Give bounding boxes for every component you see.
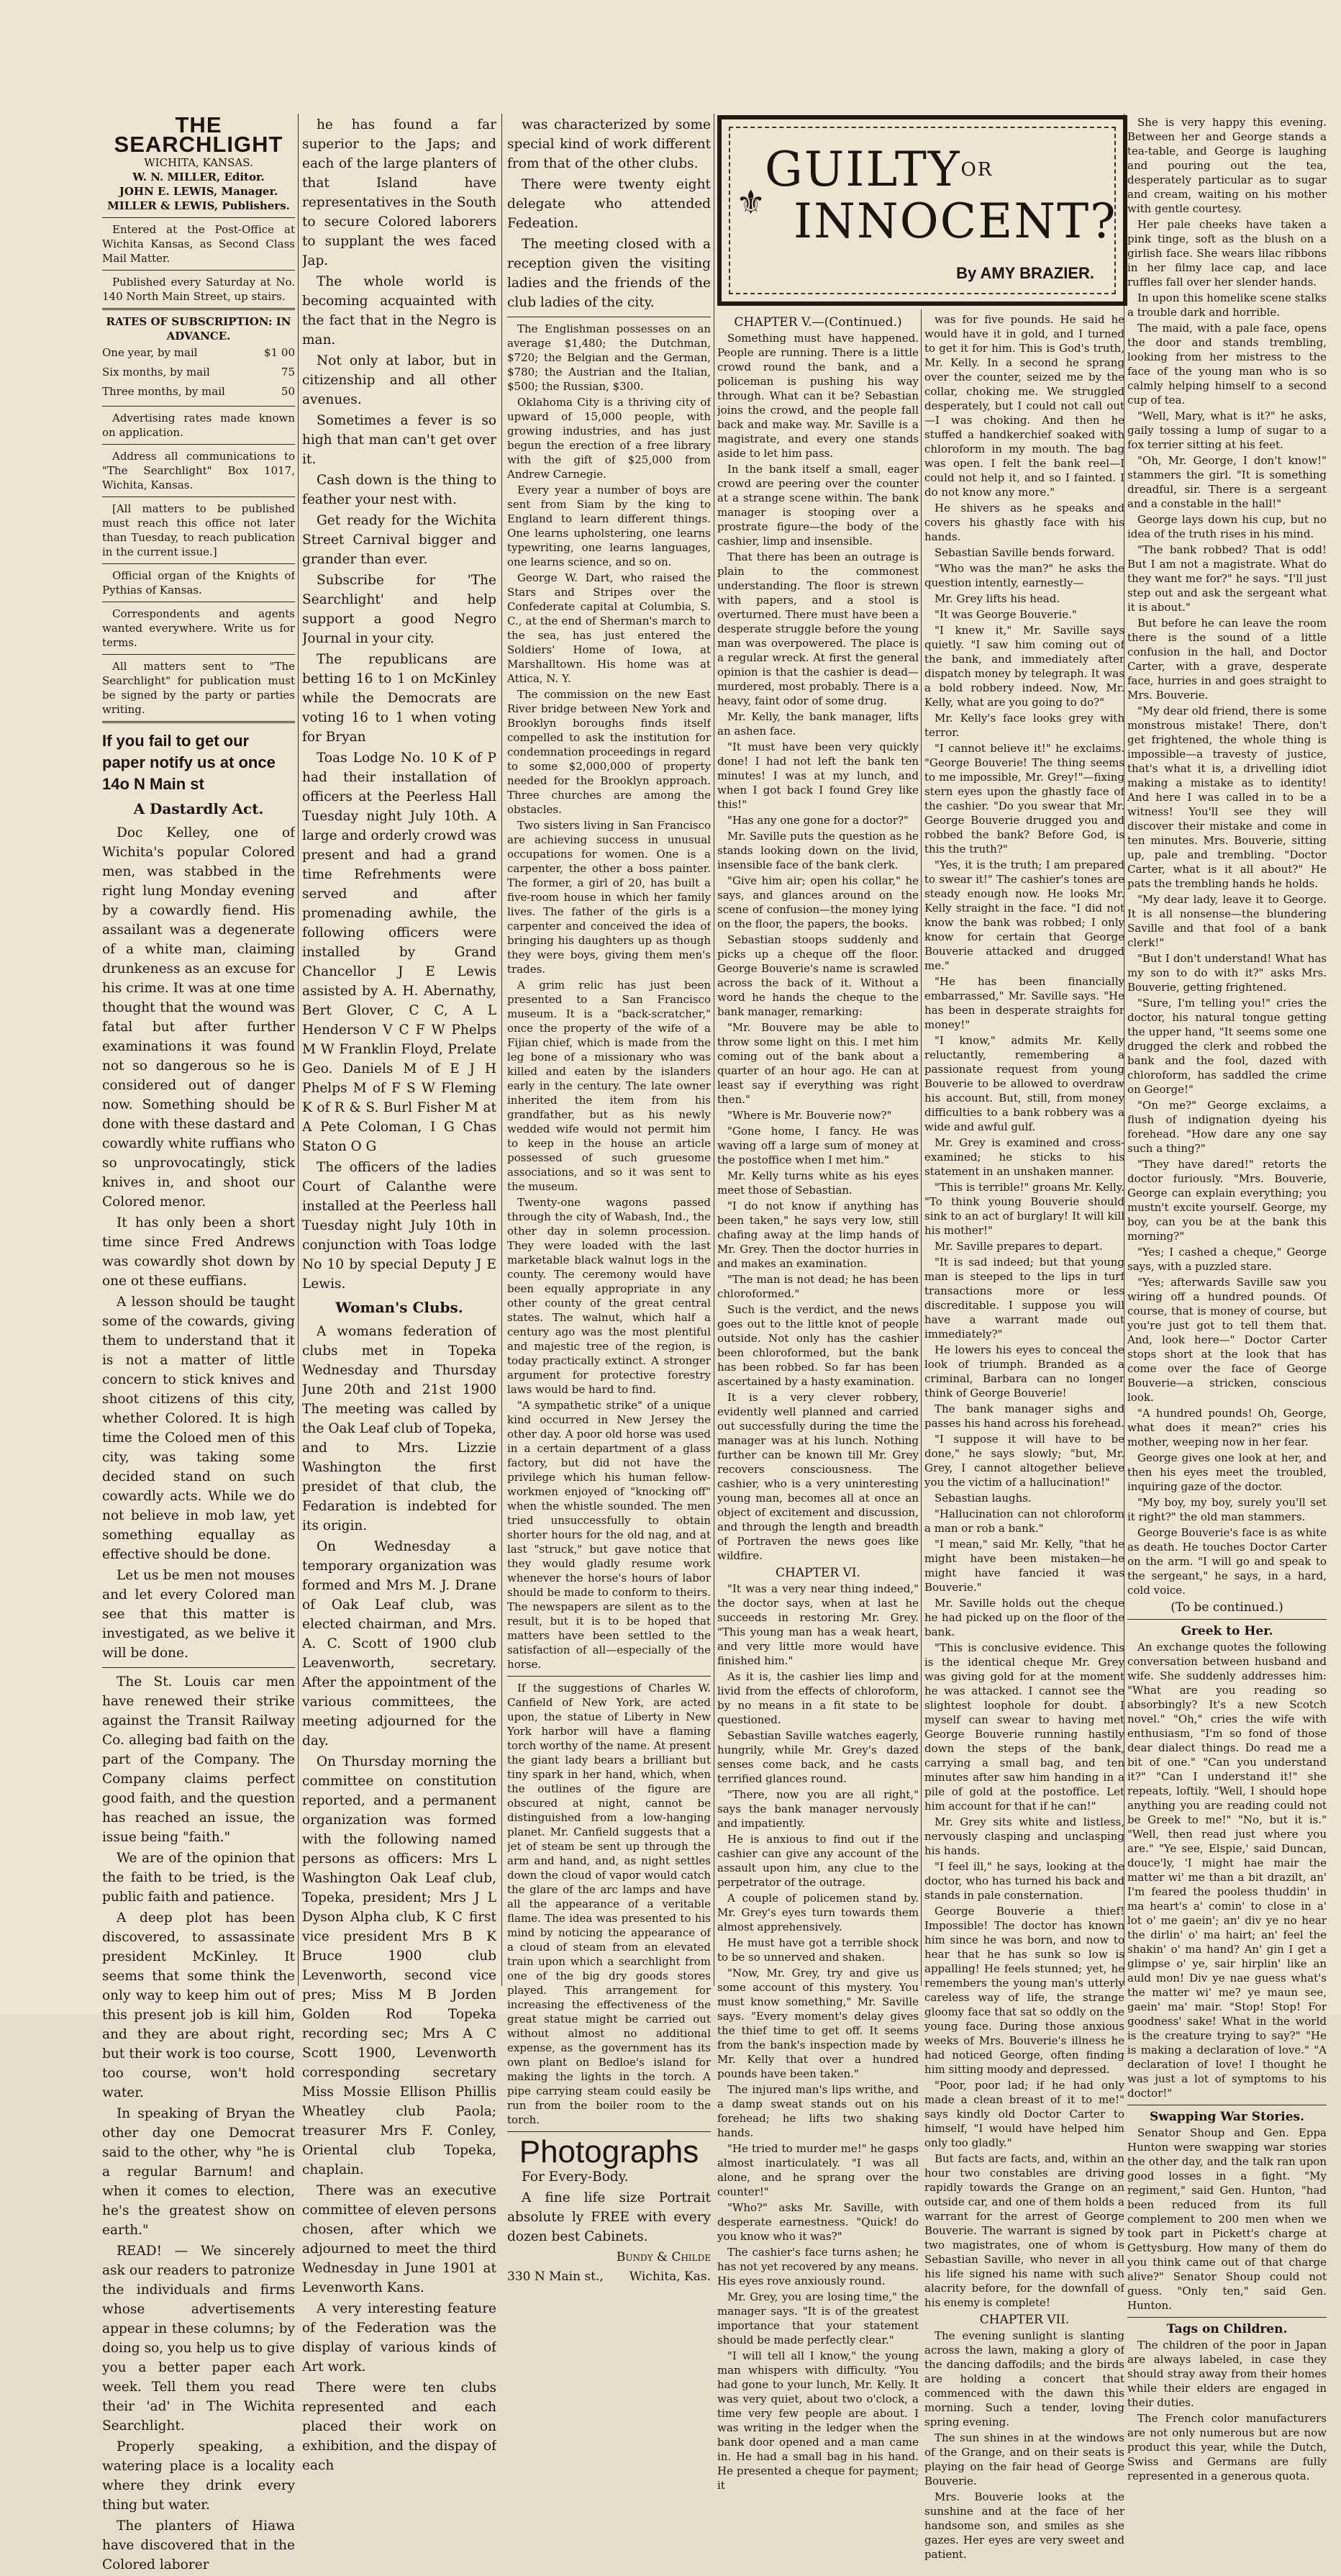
column-1 xyxy=(102,115,295,2576)
text-block: All matters sent to "The Searchlight" for publication must be signed by the party or parties writing. xyxy=(102,660,295,716)
brief: A grim relic has just been presented to a San Francisco museum. It is a "back-scratcher," once the property of the wife of a Fijian chief, which is made from the leg bone of a missionary who was killed and eaten by the islanders early in the century. The late owner inherited the item from his grandfather, but as his newly wedded wife would not permit him to keep in the house an article possessed of such gruesome associations, and so it was sent to the museum. xyxy=(507,979,711,1193)
brief: Oklahoma City is a thriving city of upward of 15,000 people, with growing industries, and has just begun the erection of a free library with the gift of $25,000 from Andrew Carnegie. xyxy=(507,396,711,481)
column-3 xyxy=(507,115,711,2287)
text-block: Sebastian Saville watches eagerly, hungrily, while Mr. Grey's dazed senses come back, and he casts terrified glances round. xyxy=(717,1729,919,1785)
brief: George W. Dart, who raised the Stars and Stripes over the Confederate capital at Columbia, S. C., at the end of Sherman's march to the sea, has just entered the Soldiers' Home of Iowa, at Marshalltown. His home was at Attica, N. Y. xyxy=(507,571,711,685)
text-block: He lowers his eyes to conceal the look of triumph. Branded as a criminal, Barbara can no longer think of George Bouverie! xyxy=(924,1343,1124,1400)
text-block: George lays down his cup, but no idea of the truth rises in his mind. xyxy=(1127,513,1327,540)
text-block: Bundy & Childe xyxy=(616,2250,711,2264)
headline-dastardly-act: A Dastardly Act. xyxy=(133,800,264,817)
text-block: Senator Shoup and Gen. Eppa Hunton were swapping war stories the other day, and the talk ran upon good losses in a fight. "My regiment," said Gen. Hunton, "had been reduced from its full complement to 200 men when we took part in Pickett's charge at Gettysburg. How many of them do you think came out of that charge alive?" Senator Shoup could not guess. "Only ten," said Gen. Hunton. xyxy=(1127,2126,1327,2312)
text-block: "My boy, my boy, surely you'll set it right?" the old man stammers. xyxy=(1127,1496,1327,1523)
ad-photographs-title: Photographs xyxy=(519,2134,699,2169)
text-block: "I will tell all I know," the young man whispers with difficulty. "You had gone to your lunch, Mr. Kelly. It was very quiet, about two o'clock, a time very few people are about. I was writing in the ledger when the bank door opened and a man came in. He had a small bag in his hand. He presented a cheque for payment; it xyxy=(717,2349,919,2492)
text-block: Three months, by mail xyxy=(102,385,225,398)
text-block: An exchange quotes the following conversation between husband and wife. She suddenly addresses him: "What are you reading so absorbingly? It's a new Scotch novel." "Oh," cries the wife with enthusiasm, "I'm so fond of those dear dialect things. Do read me a bit of one." "Can you understand it?" "Can I understand it!" she repeats, loftily. "Well, I should hope anything you are reading could not be Greek to me!" "No, but it is." "Well, then read just where you are." "Ye see, Elspie,' said Duncan, douce'ly, 'I might hae mair the matter wi' me than a bit drazilt, an' I'm feared the pooless thuddin' in ma heart's a' comin' to close in a' lot o' me gaein'; an' div ye no hear the dirlin' o' ma hairt; an' feel the shakin' o' ma hand? An' gin I get a glimpse o' ye, sair hirplin' like an auld mon! Div ye nae guess what's the matter wi' me? ye maun see, gaein' ma' mair. "Stop! Stop! For goodness' sake! What in the world is the creature trying to say?" "He is making a declaration of love." "A declaration of love! I thought he was just a lot of symptoms to his doctor!" xyxy=(1127,1641,1327,2100)
paragraph: The republicans are betting 16 to 1 on McKinley while the Democrats are voting 16 to 1 when voting for Bryan xyxy=(302,652,496,745)
text-block: She is very happy this evening. Between her and George stands a tea-table, and George is laughing and pouring out the tea, desperately particular as to sugar and cream, waiting on his mother with gentle courtesy. xyxy=(1127,116,1327,215)
subscriber-notice: If you fail to get our paper notify us at once 14o N Main st xyxy=(102,732,276,793)
text-block: "I do not know if anything has been taken," he says very low, still chafing away at the limp hands of Mr. Grey. Then the doctor hurries in and makes an examination. xyxy=(717,1199,919,1270)
text-block: George gives one look at her, and then his eyes meet the troubled, inquiring gaze of the doctor. xyxy=(1127,1451,1327,1493)
paragraph: On Thursday morning the committee on constitution reported, and a permanent organization was formed with the following named persons as officers: Mrs L Washington Oak Leaf club, Topeka, president; Mrs J L Dyson Alpha club, K C first vice president Mrs B K Bruce 1900 club Levenworth, second vice pres; Miss M B Jorden Golden Rod Topeka recording sec; Mrs A C Scott 1900, Levenworth corresponding secretary Miss Mossie Ellison Phillis Wheatley club Paola; treasurer Mrs F. Conley, Oriental club Topeka, chaplain. xyxy=(302,1754,496,2177)
text-block: "Hallucination can not chloroform a man or rob a bank." xyxy=(924,1507,1124,1535)
text-block: Correspondents and agents wanted everywhere. Write us for terms. xyxy=(102,607,295,649)
paragraph: On Wednesday a temporary organization was formed and Mrs M. J. Drane of Oak Leaf club, was elected chairman, and Mrs. A. C. Scott of 1900 club Leavenworth, secretary. After the appointment of the various committees, the meeting adjourned for the day. xyxy=(302,1539,496,1749)
text-block: "My dear lady, leave it to George. It is all nonsense—the blundering Saville and that fool of a bank clerk!" xyxy=(1127,893,1327,949)
paragraph: There were twenty eight delegate who attended Fedeation. xyxy=(507,177,711,231)
text-block: Six months, by mail xyxy=(102,366,210,378)
paragraph: The St. Louis car men have renewed their strike against the Transit Railway Co. alleging bad faith on the part of the Company. The Company claims perfect good faith, and the question has reached an issue, the issue being "faith." xyxy=(102,1674,295,1845)
text-block: $1 00 xyxy=(264,346,295,359)
column-rule xyxy=(501,114,502,1986)
paragraph: A lesson should be taught some of the cowards, giving them to understand that it is not a matter of little concern to stick knives and shoot citizens of this city, whether Colored. It is high time the Coloed men of this city, was taking some decided stand on such cowardly acts. While we do not believe in mob law, yet something equallay as effective should be done. xyxy=(102,1294,295,1562)
text-block: Sebastian stoops suddenly and picks up a cheque off the floor. George Bouverie's name is scrawled across the back of it. Without a word he hands the cheque to the bank manager, remarking: xyxy=(717,933,919,1018)
ad-subtitle: For Every-Body. xyxy=(522,2169,629,2185)
masthead-entered: Entered at the Post-Office at Wichita Kansas, as Second Class Mail Matter. xyxy=(102,223,295,265)
headline-greek: Greek to Her. xyxy=(1181,1624,1273,1638)
text-block: Mr. Grey sits white and listless, nervously clasping and unclasping his hands. xyxy=(924,1815,1124,1857)
ad-signature xyxy=(507,2248,711,2267)
text-block: The injured man's lips writhe, and a damp sweat stands out on his forehead; he lifts two shaking hands. xyxy=(717,2083,919,2139)
paragraph: Doc Kelley, one of Wichita's popular Colored men, was stabbed in the right lung Monday evening by a cowardly fiend. His assailant was a degenerate of a white man, claiming drunkeness as an excuse for his crime. It was at one time thought that the wound was fatal but after further examinations it was found not so dangerous so he is considered out of danger now. Something should be done with these dastard and cowardly white ruffians who so unprovocatingly, stick knives in, and shoot our Colored menor. xyxy=(102,825,295,1210)
text-block: "Yes; I cashed a cheque," George says, with a puzzled stare. xyxy=(1127,1246,1327,1273)
text-block: "There, now you are all right," says the bank manager nervously and impatiently. xyxy=(717,1788,919,1830)
text-block: As it is, the cashier lies limp and livid from the effects of chloroform, by no means in a fit state to be questioned. xyxy=(717,1670,919,1726)
column-4 xyxy=(717,312,919,2494)
text-block: INNOCENT? xyxy=(794,194,1117,249)
text-block: That there has been an outrage is plain to the commonest understanding. The floor is strewn with papers, and a stool is overturned. There must have been a desperate struggle before the young man was overpowered. The place is a regular wreck. At first the general opinion is that the cashier is dead—murdered, most probably. There is a heavy, faint odor of some drug. xyxy=(717,550,919,707)
text-block: 50 xyxy=(281,385,295,398)
text-block: "Oh, Mr. George, I don't know!" stammers the girl. "It is something dreadful, sir. There is a sergeant and a constable in the hall!" xyxy=(1127,454,1327,510)
rate-row xyxy=(102,363,295,382)
paragraph: Toas Lodge No. 10 K of P had their installation of officers at the Peerless Hall Tuesday night July 10th. A large and orderly crowd was present and had a grand time Refrehments were served and after promenading awhile, the following officers were installed by Grand Chancellor J E Lewis assisted by A. H. Abernathy, Bert Glover, C C, A L Henderson V C F W Phelps M W Franklin Floyd, Prelate Geo. Daniels M of E J H Phelps M of F S W Fleming K of R & S. Burl Fisher M at A Pete Coloman, I G Chas Staton O G xyxy=(302,750,496,1154)
text-block: The cashier's face turns ashen; he has not yet recovered by any means. His eyes rove anxiously round. xyxy=(717,2246,919,2287)
text-block: A couple of policemen stand by. Mr. Grey's eyes turn towards them almost apprehensively. xyxy=(717,1892,919,1933)
serial-title xyxy=(765,144,1117,248)
to-be-continued: (To be continued.) xyxy=(1170,1600,1283,1615)
text-block: In the bank itself a small, eager crowd are peering over the counter at a strange scene within. The bank manager is stooping over a prostrate figure—the body of the cashier, limp and insensible. xyxy=(717,463,919,548)
text-block: But facts are facts, and, within an hour two constables are driving rapidly towards the Grange on an outside car, and one of them holds a warrant for the arrest of George Bouverie. The warrant is signed by two magistrates, one of whom is Sebastian Saville, who never in all his life signed his name with such alacrity before, for the downfall of his enemy is complete! xyxy=(924,2152,1124,2309)
paragraph: Sometimes a fever is so high that man can't get over it. xyxy=(302,413,496,467)
column-5 xyxy=(924,312,1124,2563)
text-block: "Who?" asks Mr. Saville, with desperate earnestness. "Quick! do you know who it was?" xyxy=(717,2201,919,2243)
text-block: Mr. Kelly, the bank manager, lifts an ashen face. xyxy=(717,710,919,738)
text-block: "I mean," said Mr. Kelly, "that he might have been mistaken—he might have fancied it was Bouverie." xyxy=(924,1538,1124,1594)
text-block: "They have dared!" retorts the doctor furiously. "Mrs. Bouverie, George can explain everything; you mustn't excite yourself. George, my boy, can you be at the bank this morning?" xyxy=(1127,1158,1327,1243)
text-block: "He has been financially embarrassed," Mr. Saville says. "He has been in desperate straights for money!" xyxy=(924,975,1124,1031)
paragraph: The planters of Hiawa have discovered that in the Colored laborer xyxy=(102,2518,295,2572)
column-rule xyxy=(298,114,299,1986)
text-block: Her pale cheeks have taken a pink tinge, soft as the blush on a girlish face. She wears lilac ribbons in her filmy lace cap, and lace ruffles fall over her slender hands. xyxy=(1127,218,1327,289)
text-block: One year, by mail xyxy=(102,346,198,359)
text-block: "I know," admits Mr. Kelly reluctantly, remembering a passionate request from young Bouverie to be allowed to overdraw his account. But, still, from money difficulties to a bank robbery was a wide and awful gulf. xyxy=(924,1034,1124,1133)
paragraph: was characterized by some special kind of work different from that of the other clubs. xyxy=(507,117,711,171)
text-block: GUILTY xyxy=(765,142,961,197)
text-block: Mrs. Bouverie looks at the sunshine and at the face of her handsome son, and smiles as she gazes. Her eyes are very sweet and patient. xyxy=(924,2490,1124,2561)
headline-womans-clubs: Woman's Clubs. xyxy=(335,1299,463,1316)
text-block: Sebastian laughs. xyxy=(935,1492,1032,1505)
text-block: 330 N Main st., xyxy=(507,2269,604,2284)
masthead-publishers: MILLER & LEWIS, Publishers. xyxy=(107,199,290,212)
text-block: Such is the verdict, and the news goes out to the little knot of people outside. Not only has the cashier been chloroformed, but the bank has been robbed. So far has been ascertained by a hasty examination. xyxy=(717,1303,919,1388)
brief: If the suggestions of Charles W. Canfield of New York, are acted upon, the statue of Liberty in New York harbor will have a flaming torch worthy of the name. At present the giant lady bears a brilliant but tiny spark in her hand, which, when the outlines of the figure are obscured at night, cannot be distinguished from a low-hanging planet. Mr. Canfield suggests that a jet of steam be sent up through the arm and hand, and, as night settles down the cloud of vapor would catch the glare of the arc lamps and have all the appearance of a veritable flame. The idea was presented to his mind by noticing the appearance of a cloud of steam from an elevated train upon which a searchlight from one of the big dry goods stores played. This arrangement for increasing the effectiveness of the great statue might be carried out without almost no additional expense, as the government has its own plant on Bedloe's island for making the lights in the torch. A pipe carrying steam could easily be run from the boiler room to the torch. xyxy=(507,1682,711,2126)
text-block: "I suppose it will have to be done," he says slowly; "but, Mr. Grey, I cannot altogether believe you the victim of a hallucination!" xyxy=(924,1433,1124,1489)
text-block: The children of the poor in Japan are always labeled, in case they should stray away from their homes while their elders are engaged in their duties. xyxy=(1127,2339,1327,2409)
paragraph: A deep plot has been discovered, to assassinate president McKinley. It seems that some think the only way to keep him out of this present job is kill him, and they are about right, but their work is too course, too course, won't hold water. xyxy=(102,1910,295,2100)
text-block: "Yes; afterwards Saville saw you wiring off a hundred pounds. Of course, that is money of course, but you're just got to tell them that. And, look here—" Doctor Carter stops short at the look that has come over the face of George Bouverie—a stricken, conscious look. xyxy=(1127,1276,1327,1404)
paragraph: A womans federation of clubs met in Topeka Wednesday and Thursday June 20th and 21st 1900 The meeting was called by the Oak Leaf club of Topeka, and to Mrs. Lizzie Washington the first presidet of that club, the Fedaration is indebted for its origin. xyxy=(302,1324,496,1533)
text-block: But before he can leave the room there is the sound of a little confusion in the hall, and Doctor Carter, with a grave, desperate face, hurries in and goes straight to Mrs. Bouverie. xyxy=(1127,617,1327,702)
text-block: Mr. Kelly turns white as his eyes meet those of Sebastian. xyxy=(717,1169,919,1197)
masthead-notices xyxy=(102,411,295,717)
chapter-heading: CHAPTER VII. xyxy=(979,2313,1070,2327)
paragraph: The whole world is becoming acquainted with the fact that in the Negro is man. xyxy=(302,274,496,348)
text-block: "I knew it," Mr. Saville says quietly. "I saw him coming out of the bank, and immediately after dispatch money by telegraph. It was a bold robbery indeed. Now, Mr. Kelly, what are you going to do?" xyxy=(924,624,1124,709)
text-block: The maid, with a pale face, opens the door and stands trembling, looking from her mistress to the face of the young man who is so calmly helping himself to a second cup of tea. xyxy=(1127,322,1327,407)
text-block: George Bouverie a thief! Impossible! The doctor has known him since he was born, and now to hear that he has sunk so low is appalling! He feels stunned; yet, he remembers the young man's utterly careless way of life, the strange gloomy face that sat so oddly on the young face. During those anxious weeks of Mrs. Bouverie's illness he had noticed George, often finding him sitting moody and depressed. xyxy=(924,1905,1124,2076)
text-block: "But I don't understand! What has my son to do with it?" asks Mrs. Bouverie, getting frightened. xyxy=(1127,952,1327,994)
text-block: was for five pounds. He said he would have it in gold, and I turned to get it for him. This is God's truth, Mr. Kelly. In a second he sprang over the counter, seized me by the collar, choking me. We struggled desperately, but I could not call out—I was choking. And then he stuffed a handkerchief soaked with chloroform in my mouth. The bag was open. I felt the bank reel—I could not help it, and so I fainted. I do not know any more." xyxy=(924,313,1124,499)
text-block: "Gone home, I fancy. He was waving off a large sum of money at the postoffice when I met him." xyxy=(717,1125,919,1166)
text-block: The French color manufacturers are not only numerous but are now product this year, while the Dutch, Swiss and Germans are fully represented in a generous quota. xyxy=(1127,2412,1327,2482)
paragraph: We are of the opinion that the faith to be tried, is the public faith and patience. xyxy=(102,1851,295,1905)
text-block: "It must have been very quickly done! I had not left the bank ten minutes! I was at my lunch, and when I got back I found Grey like this!" xyxy=(717,740,919,811)
chapter-heading: CHAPTER V.—(Continued.) xyxy=(734,315,902,330)
text-block: Official organ of the Knights of Pythias of Kansas. xyxy=(102,569,295,597)
paragraph: The meeting closed with a reception given the visiting ladies and the friends of the club ladies of the city. xyxy=(507,237,711,310)
paragraph: Not only at labor, but in citizenship and all other avenues. xyxy=(302,353,496,407)
brief: Two sisters living in San Francisco are achieving success in unusual occupations for women. One is a carpenter, the other a boss painter. The former, a girl of 20, has built a five-room house in which her family lives. The father of the girls is a carpenter and conceived the idea of bringing his daughters up as though they were boys, giving them men's trades. xyxy=(507,819,711,976)
text-block: Mr. Grey lifts his head. xyxy=(935,592,1060,605)
masthead-editor: W. N. MILLER, Editor. xyxy=(132,171,265,183)
text-block: "Now, Mr. Grey, try and give us some account of this mystery. You must know something," Mr. Saville says. "Every moment's delay gives the thief time to get off. It seems from the bank's inspection made by Mr. Kelly that over a hundred pounds have been taken." xyxy=(717,1967,919,2080)
paragraph: A very interesting feature of the Federation was the display of various kinds of Art work. xyxy=(302,2301,496,2375)
text-block: "Poor, poor lad; if he had only made a clean breast of it to me!" says kindly old Doctor Carter to himself, "I would have helped him only too gladly." xyxy=(924,2079,1124,2149)
paragraph: There were ten clubs represented and each placed their work on exhibition, and the dispay of each xyxy=(302,2380,496,2473)
column-2 xyxy=(302,115,496,2477)
paragraph: READ! — We sincerely ask our readers to patronize the individuals and firms whose advertisements appear in these columns; by doing so, you help us to give you a better paper each week. Tell them you read their 'ad' in The Wichita Searchlight. xyxy=(102,2244,295,2434)
masthead-manager: JOHN E. LEWIS, Manager. xyxy=(119,185,278,198)
text-block: In upon this homelike scene stalks a trouble dark and horrible. xyxy=(1127,291,1327,319)
rate-row xyxy=(102,382,295,402)
text-block: "It was a very near thing indeed," the doctor says, when at last he succeeds in restoring Mr. Grey. "This young man has a weak heart, and very little more would have finished him." xyxy=(717,1582,919,1667)
text-block: Sebastian Saville bends forward. xyxy=(935,546,1115,559)
masthead-title: THE SEARCHLIGHT xyxy=(114,115,283,157)
text-block: Advertising rates made known on application. xyxy=(102,412,295,439)
text-block: The bank manager sighs and passes his hand across his forehead. xyxy=(924,1402,1124,1430)
text-block: "My dear old friend, there is some monstrous mistake! There, don't get frightened, the whole thing is impossible—a travesty of justice, that's what it is, a drivelling idiot making a mistake as to identity! And here I was called in to be a witness! You'll see they will discover their mistake and come in ten minutes. Mrs. Bouverie, sitting up, pale and trembling. "Doctor Carter, what is it all about?" He pats the trembling hands he holds. xyxy=(1127,704,1327,890)
brief: Every year a number of boys are sent from Siam by the king to England to learn different things. One learns upholstering, one learns typewriting, one learns languages, one learns science, and so on. xyxy=(507,484,711,568)
subscription-rates xyxy=(102,314,295,402)
text-block: "On me?" George exclaims, a flush of indignation dyeing his forehead. "How dare any one say such a thing?" xyxy=(1127,1099,1327,1155)
text-block: "It was George Bouverie." xyxy=(935,608,1077,621)
ad-text: A fine life size Portrait absolute ly FREE with every dozen best Cabinets. xyxy=(507,2190,711,2244)
text-block: The sun shines in at the windows of the Grange, and on their seats is playing on the fair head of George Bouverie. xyxy=(924,2431,1124,2487)
text-block: "Has any one gone for a doctor?" xyxy=(727,814,909,827)
news-briefs xyxy=(507,322,711,2127)
text-block: "This is terrible!" groans Mr. Kelly. "To think young Bouverie should sink to an act of burglary! It will kill his mother!" xyxy=(924,1181,1124,1237)
text-block: "A hundred pounds! Oh, George, what does it mean?" cries his mother, weeping now in her fear. xyxy=(1127,1407,1327,1448)
masthead-place: WICHITA, KANSAS. xyxy=(144,156,253,169)
text-block: Address all communications to "The Searchlight" Box 1017, Wichita, Kansas. xyxy=(102,450,295,491)
paragraph: Let us be men not mouses and let every Colored man see that this matter is investigated, as we belive it will be done. xyxy=(102,1568,295,1661)
text-block: 75 xyxy=(281,366,295,378)
text-block: "This is conclusive evidence. This is the identical cheque Mr. Grey was giving gold for at the moment he was attacked. I cannot see the slightest loophole for doubt. I myself can swear to having met George Bouverie running hastily down the steps of the bank, carrying a small bag, and ten minutes after saw him handing in a pile of gold at the postoffice. Let him account for that if he can!" xyxy=(924,1641,1124,1813)
brief: The commission on the new East River bridge between New York and Brooklyn boroughs finds itself compelled to ask the institution for condemnation proceedings in regard to some $2,000,000 of property needed for the Brooklyn approach. Three churches are among the obstacles. xyxy=(507,688,711,816)
text-block: Mr. Saville holds out the cheque he had picked up on the floor of the bank. xyxy=(924,1597,1124,1638)
paragraph: Get ready for the Wichita Street Carnival bigger and grander than ever. xyxy=(302,513,496,567)
text-block: He shivers as he speaks and covers his ghastly face with his hands. xyxy=(924,502,1124,543)
paragraph: It has only been a short time since Fred Andrews was cowardly shot down by one ot these euffians. xyxy=(102,1215,295,1289)
text-block: "The bank robbed? That is odd! But I am not a magistrate. What do they want me for?" he says. "I'll just step out and ask the sergeant what it is about." xyxy=(1127,543,1327,614)
headline-tags: Tags on Children. xyxy=(1166,2322,1288,2336)
text-block: It is a very clever robbery, evidently well planned and carried out successfully during the time the manager was at his lunch. Nothing further can be known till Mr. Grey recovers consciousness. The cashier, who is a very uninteresting young man, becomes all at once an object of excitement and discussion, and through the length and breadth of Portraven the news goes like wildfire. xyxy=(717,1391,919,1562)
paragraph: Properly speaking, a watering place is a locality where they drink every thing but water. xyxy=(102,2439,295,2513)
column-6 xyxy=(1127,115,1327,2485)
paragraph: Cash down is the thing to feather your nest with. xyxy=(302,473,496,507)
brief: Twenty-one wagons passed through the city of Wabash, Ind., the other day in solemn procession. They were loaded with the last marketable black walnut logs in the county. The ceremony would have been equally appropriate in any other county of the great central states. The walnut, which half a century ago was the most plentiful and majestic tree of the region, is today practically extinct. A stronger argument for protective forestry laws would be hard to find. xyxy=(507,1196,711,1396)
paragraph: The officers of the ladies Court of Calanthe were installed at the Peerless hall Tuesday night July 10th in conjunction with Toas lodge No 10 by special Deputy J E Lewis. xyxy=(302,1160,496,1292)
text-block: He must have got a terrible shock to be so unnerved and shaken. xyxy=(717,1936,919,1964)
brief: "A sympathetic strike" of a unique kind occurred in New Jersey the other day. A poor old horse was used in a certain department of a glass factory, but did not have the privilege which his human fellow-workmen enjoyed of "knocking off" when the whistle sounded. The men tried unsuccessfully to obtain shorter hours for the old nag, and at last "struck," but gave notice that they would gladly resume work whenever the horse's hours of labor should be made to conform to theirs. The newspapers are silent as to the result, but it is to be hoped that matters have been settled to the satisfaction of all—especially of the horse. xyxy=(507,1399,711,1671)
text-block: Mr. Grey, you are losing time," the manager says. "It is of the greatest importance that your statement should be made perfectly clear." xyxy=(717,2290,919,2346)
text-block: He is anxious to find out if the cashier can give any account of the assault upon him, any clue to the perpetrator of the outrage. xyxy=(717,1833,919,1889)
rate-row xyxy=(102,343,295,363)
text-block: "I cannot believe it!" he exclaims. "George Bouverie! The thing seems to me impossible, Mr. Grey!"—fixing stern eyes upon the ghastly face of the cashier. "Do you swear that Mr. George Bouverie drugged you and robbed the bank? Before God, is this the truth?" xyxy=(924,742,1124,856)
text-block: Mr. Saville prepares to depart. xyxy=(935,1240,1103,1253)
fleur-de-lis-icon: ⚜ xyxy=(736,183,766,222)
masthead-published: Published every Saturday at No. 140 North Main Street, up stairs. xyxy=(102,276,295,303)
text-block: "Where is Mr. Bouverie now?" xyxy=(727,1109,892,1122)
serial-author: By AMY BRAZIER. xyxy=(956,264,1094,282)
text-block: Mr. Saville puts the question as he stands looking down on the livid, insensible face of the bank clerk. xyxy=(717,830,919,871)
text-block: "He tried to murder me!" he gasps almost inarticulately. "I was all alone, and he sprang over the counter!" xyxy=(717,2142,919,2198)
paragraph: he has found a far superior to the Japs; and each of the large planters of that Island have representatives in the South to secure Colored laborers to supplant the wes faced Jap. xyxy=(302,117,496,268)
paragraph: There was an executive committee of eleven persons chosen, after which we adjourned to meet the third Wednesday in June 1901 at Levenworth Kans. xyxy=(302,2183,496,2295)
text-block: "Sure, I'm telling you!" cries the doctor, his natural tongue getting the upper hand, "It seems some one drugged the clerk and robbed the bank and the fool, dazed with chloroform, has saddled the crime on George!" xyxy=(1127,997,1327,1096)
column-rule xyxy=(921,309,922,1986)
text-block: "Give him air; open his collar," he says, and glances around on the scene of confusion—the money lying on the floor, the papers, the books. xyxy=(717,874,919,930)
headline-war-stories: Swapping War Stories. xyxy=(1149,2110,1304,2124)
text-block: Wichita, Kas. xyxy=(629,2269,711,2284)
text-block: "It is sad indeed; but that young man is steeped to the lips in turf transactions more or less discreditable. I suppose you will have a warrant made out immediately?" xyxy=(924,1256,1124,1341)
text-block: George Bouverie's face is as white as death. He touches Doctor Carter on the arm. "I will go and speak to the sergeant," he says, in a hard, cold voice. xyxy=(1127,1526,1327,1597)
text-block: The evening sunlight is slanting across the lawn, making a glory of the dancing daffodils; and the birds are holding a concert that commenced with the dawn this morning. Such a tender, loving spring evening. xyxy=(924,2329,1124,2428)
text-block: "I feel ill," he says, looking at the doctor, who has turned his back and stands in pale consternation. xyxy=(924,1860,1124,1902)
rates-heading: RATES OF SUBSCRIPTION: IN ADVANCE. xyxy=(106,315,291,343)
text-block: OR xyxy=(960,159,994,181)
text-block: "Who was the man?" he asks the question intently, earnestly— xyxy=(924,562,1124,589)
paragraph: In speaking of Bryan the other day one Democrat said to the other, why "he is a regular Barnum! and when it comes to election, he's the greatest show on earth." xyxy=(102,2106,295,2238)
text-block: "Well, Mary, what is it?" he asks, gaily tossing a lump of sugar to a fox terrier sitting at his feet. xyxy=(1127,409,1327,451)
text-block: "Mr. Bouvere may be able to throw some light on this. I met him coming out of the bank about a quarter of an hour ago. He can at least say if everything was right then." xyxy=(717,1021,919,1106)
brief: The Englishman possesses on an average $1,480; the Dutchman, $720; the Belgian and the German, $780; the Austrian and the Italian, $500; the Russian, $300. xyxy=(507,322,711,393)
text-block: "Yes, it is the truth; I am prepared to swear it!" The cashier's tones are steady enough now. He looks Mr. Kelly straight in the face. "I did not know the bank was robbed; I only know for certain that George Bouverie attacked and drugged me." xyxy=(924,858,1124,972)
text-block: [All matters to be published must reach this office not later than Tuesday, to reach publication in the current issue.] xyxy=(102,502,295,558)
text-block: "The man is not dead; he has been chloroformed." xyxy=(717,1273,919,1300)
text-block: Mr. Kelly's face looks grey with terror. xyxy=(924,712,1124,739)
text-block: Mr. Grey is examined and cross-examined; he sticks to his statement in an unshaken manner. xyxy=(924,1136,1124,1178)
text-block: Something must have happened. People are running. There is a little crowd round the bank, and a policeman is pushing his way through. What can it be? Sebastian joins the crowd, and the people fall back and make way. Mr. Saville is a magistrate, and every one stands aside to let him pass. xyxy=(717,332,919,460)
chapter-heading: CHAPTER VI. xyxy=(776,1566,860,1580)
serial-title-box xyxy=(717,115,1127,306)
paragraph: Subscribe for 'The Searchlight' and help support a good Negro Journal in your city. xyxy=(302,573,496,646)
